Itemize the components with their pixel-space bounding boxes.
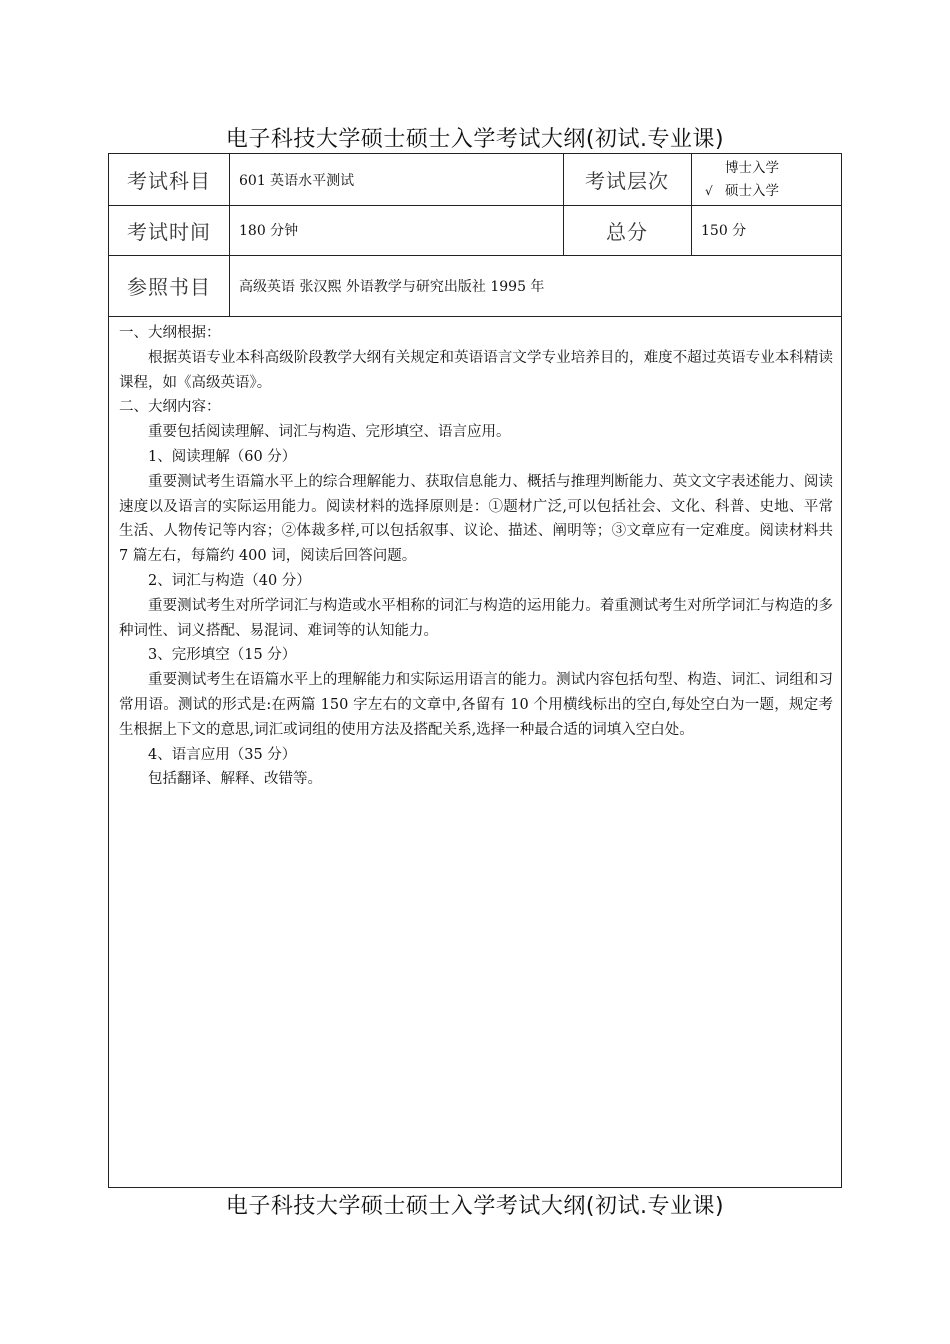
subsection-title: 1、阅读理解（60 分）	[148, 448, 297, 465]
paragraph: 包括翻译、解释、改错等。	[148, 771, 322, 788]
book-value: 高级英语 张汉熙 外语教学与研究出版社 1995 年	[239, 278, 545, 295]
time-label: 考试时间	[127, 219, 211, 244]
document-title: 电子科技大学硕士硕士入学考试大纲(初试.专业课)	[225, 127, 725, 152]
book-label: 参照书目	[127, 275, 211, 299]
subject-label: 考试科目	[127, 169, 211, 193]
score-value: 150 分	[701, 223, 747, 239]
subsection-title: 2、词汇与构造（40 分）	[148, 572, 311, 589]
footer-title: 电子科技大学硕士硕士入学考试大纲(初试.专业课)	[225, 1194, 725, 1219]
level-label: 考试层次	[585, 169, 669, 193]
paragraph: 重要测试考生在语篇水平上的理解能力和实际运用语言的能力。测试内容包括句型、构造、词汇、词组和习常用语。测试的形式是:在两篇 150 字左右的文章中,各留有 10 个用横线标出的空白,每处空白为一题，规定考生根据上下文的意思,词汇或词组的使用方法及搭配关系,选择一种最合适的词填入空白处。	[119, 672, 833, 738]
syllabus-body	[119, 321, 833, 792]
paragraph: 重要包括阅读理解、词汇与构造、完形填空、语言应用。	[148, 424, 511, 441]
level-options	[691, 154, 841, 205]
level-option-doctoral[interactable]	[705, 157, 779, 180]
level-option-label: 硕士入学	[725, 182, 779, 199]
paragraph: 重要测试考生语篇水平上的综合理解能力、获取信息能力、概括与推理判断能力、英文文字表述能力、阅读速度以及语言的实际运用能力。阅读材料的选择原则是：①题材广泛,可以包括社会、文化、科普、史地、平常生活、人物传记等内容；②体裁多样,可以包括叙事、议论、描述、阐明等；③文章应有一定难度。阅读材料共 7 篇左右，每篇约 400 词，阅读后回答问题。	[119, 473, 833, 565]
syllabus-form	[108, 153, 842, 1188]
level-option-masters[interactable]	[705, 180, 779, 203]
subject-value: 601 英语水平测试	[239, 172, 355, 189]
paragraph: 根据英语专业本科高级阶段教学大纲有关规定和英语语言文学专业培养目的，难度不超过英语专业本科精读课程，如《高级英语》。	[119, 349, 833, 391]
level-option-label: 博士入学	[725, 159, 779, 176]
level-check-empty	[705, 157, 725, 180]
row-divider	[109, 316, 841, 317]
subsection-title: 3、完形填空（15 分）	[148, 647, 297, 664]
paragraph: 重要测试考生对所学词汇与构造或水平相称的词汇与构造的运用能力。着重测试考生对所学词汇与构造的多种词性、词义搭配、易混词、难词等的认知能力。	[119, 597, 833, 639]
time-value: 180 分钟	[239, 223, 299, 239]
section-heading: 一、大纲根据：	[119, 325, 221, 341]
subsection-title: 4、语言应用（35 分）	[148, 746, 297, 763]
score-label: 总分	[606, 219, 648, 244]
check-mark-icon: √	[705, 183, 713, 198]
section-heading: 二、大纲内容：	[119, 399, 221, 416]
